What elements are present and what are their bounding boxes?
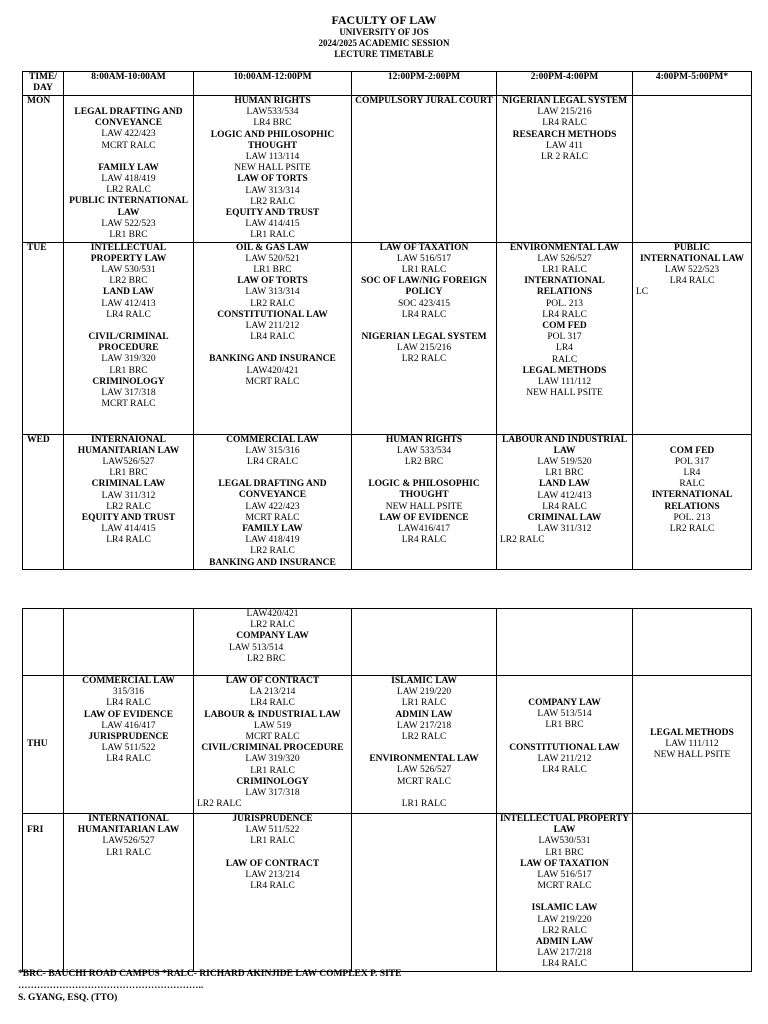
cell-mon-c1 [64,96,194,243]
course-detail: NEW HALL PSITE [526,388,603,399]
course-detail: LAW 519 [253,720,292,731]
cell-cont-day [23,609,64,676]
row-wed-continued [23,609,752,676]
course-detail: LR4 RALC [250,698,295,709]
course-detail: LR4 RALC [542,118,587,129]
course-title: ENVIRONMENTAL LAW [509,242,620,253]
course-detail: LAW 317/318 [245,788,300,799]
course-title: CONSTITUTIONAL LAW [217,309,328,320]
timetable-table-page1 [22,71,752,570]
course-detail: LR4 [683,468,701,479]
course-detail: LAW 315/316 [245,445,300,456]
course-detail: LAW 319/320 [245,754,300,765]
course-title: ENVIRONMENTAL LAW [369,754,479,765]
course-title: ISLAMIC LAW [531,903,598,914]
cell-cont-c1 [64,609,194,676]
timetable-table-page2 [22,608,752,972]
course-detail: POL 317 [547,332,582,343]
cell-thu-c1 [64,676,194,814]
course-title: CIVIL/CRIMINAL PROCEDURE [88,332,169,354]
cell-cont-c4 [497,609,633,676]
cell-wed-c1 [64,434,194,569]
course-detail: NEW HALL PSITE [234,163,311,174]
course-detail: LR2 RALC [401,354,447,365]
course-title: LAW OF TORTS [237,276,308,287]
course-detail: LAW526/527 [102,836,155,847]
course-detail: RALC [679,479,705,490]
course-detail: LA 213/214 [249,687,296,698]
course-title: ADMIN LAW [395,709,453,720]
course-detail: LR1 RALC [542,265,587,276]
course-detail: LR2 RALC [401,732,447,743]
course-title: BANKING AND INSURANCE [209,354,336,365]
course-title: ADMIN LAW [535,937,594,948]
footer [18,968,401,1004]
course-detail: LAW 530/531 [101,265,156,276]
course-title: LAW OF CONTRACT [225,676,320,686]
course-title: COMPANY LAW [236,631,309,642]
course-title: CIVIL/CRIMINAL PROCEDURE [201,743,344,754]
campus-legend: *BRC- BAUCHI ROAD CAMPUS *RALC- RICHARD AKINJIDE LAW COMPLEX P. SITE [18,969,402,979]
header-row [23,72,752,96]
course-title: RESEARCH METHODS [512,129,617,140]
cell-cont-c2 [194,609,352,676]
course-detail: LR2 RALC [250,298,295,309]
course-detail: LAW 211/212 [245,321,300,332]
cell-fri-c5 [633,814,752,972]
signature-line: ………………………………………………….. [18,981,204,991]
course-detail: LR1 BRC [545,720,584,731]
course-title: LAW OF TAXATION [520,858,609,869]
course-detail: LR4 RALC [542,765,587,776]
row-mon [23,96,752,243]
cell-spacer [195,343,350,354]
course-title: ISLAMIC LAW [391,676,457,686]
course-title: COMPANY LAW [528,698,601,708]
course-detail: MCRT RALC [245,512,300,523]
course-detail: LAW 111/112 [665,738,719,749]
course-detail: LR4 RALC [106,698,151,709]
course-detail: LAW 313/314 [245,287,300,298]
day-label-fri [23,814,64,972]
course-detail: LAW420/421 [246,365,299,376]
course-title: COMMERCIAL LAW [82,676,175,686]
cell-thu-c5 [633,676,752,814]
cell-spacer [498,687,631,698]
course-detail: LAW 311/312 [537,524,592,535]
course-title: FAMILY LAW [98,162,159,173]
course-title: CONSTITUTIONAL LAW [509,742,620,753]
course-title: INTELLECTUAL PROPERTY LAW [499,814,630,836]
course-detail: LR1 BRC [545,847,584,858]
course-detail: LR2 RALC [106,501,151,512]
course-detail: LAW 219/220 [537,914,592,925]
course-detail: NEW HALL PSITE [653,750,731,761]
course-title: INTERNATIONAL RELATIONS [524,276,605,298]
course-detail: LR4 RALC [669,276,715,287]
course-detail: LAW 519/520 [537,457,592,468]
course-title: INTERNATIONAL HUMANITARIAN LAW [77,814,180,836]
course-detail: LR4 CRALC [247,457,298,468]
course-detail: LR2 BRC [109,276,148,287]
course-detail: SOC 423/415 [398,298,450,309]
course-detail: LAW 317/318 [101,388,156,399]
course-detail: MCRT RALC [537,881,592,892]
cell-spacer [353,788,495,799]
course-title: EQUITY AND TRUST [225,208,320,219]
course-detail: LR1 RALC [401,698,447,709]
course-detail: LR1 RALC [401,798,447,809]
course-detail: LR2 BRC [247,653,286,664]
course-title: COM FED [669,445,715,456]
course-detail: LAW 422/423 [245,501,300,512]
course-detail: LR2 RALC [250,196,295,207]
course-detail: LR4 RALC [250,332,295,343]
cell-fri-c1 [64,814,194,972]
cell-mon-c2 [194,96,352,243]
course-title: LAW OF CONTRACT [225,858,320,869]
course-detail: MCRT RALC [101,140,156,151]
course-title: CRIMINOLOGY [92,376,165,387]
cell-thu-c4 [497,676,633,814]
cell-thu-c3 [352,676,497,814]
course-detail: LR4 RALC [401,309,447,320]
cell-tue-c4 [497,242,633,434]
course-title: LEGAL DRAFTING AND CONVEYANCE [74,107,183,129]
course-detail: LR2 RALC [500,535,545,546]
row-wed [23,434,752,569]
signatory-name: S. GYANG, ESQ. (TTO) [18,993,118,1003]
course-title: LAND LAW [539,479,590,490]
cell-cont-c5 [633,609,752,676]
row-fri [23,814,752,972]
course-detail: LR1 RALC [106,847,151,858]
course-detail: LR1 BRC [109,365,148,376]
course-title: COMPULSORY JURAL COURT [355,96,493,106]
course-detail: LAW 111/112 [537,377,592,388]
course-detail: LAW 511/522 [101,743,156,754]
course-detail: LAW 219/220 [396,687,452,698]
course-title: CRIMINOLOGY [236,776,309,787]
course-detail: LAW416/417 [397,524,450,535]
course-detail: LR1 BRC [253,265,292,276]
cell-spacer [195,848,350,859]
course-title: COM FED [542,321,587,332]
course-detail: LAW 520/521 [245,253,300,264]
course-title: PUBLIC INTERNATIONAL LAW [69,196,188,218]
course-detail: LR4 BRC [253,118,292,129]
cell-wed-c4 [497,434,633,569]
course-detail: LAW526/527 [102,457,155,468]
course-detail: LR1 BRC [109,230,148,241]
course-detail: LAW 319/320 [101,354,156,365]
course-detail: LAW 211/212 [537,753,592,764]
cell-spacer [498,732,631,743]
course-detail: LR2 RALC [250,546,295,557]
col-header-4pm: 4:00PM-5:00PM* [633,72,752,96]
course-detail: LAW 511/522 [245,825,300,836]
cell-wed-c2 [194,434,352,569]
day-label-thu: THU [23,676,64,814]
cell-wed-c5 [633,434,752,569]
course-detail: LR1 RALC [401,265,447,276]
course-detail: POL. 213 [546,298,583,309]
course-title: LABOUR & INDUSTRIAL LAW [204,709,341,720]
course-detail: LAW 416/417 [101,720,156,731]
course-title: NIGERIAN LEGAL SYSTEM [361,332,487,343]
course-title: EQUITY AND TRUST [81,513,176,524]
course-detail: POL 317 [674,456,710,467]
course-detail: LAW 313/314 [245,185,300,196]
course-detail: LR4 RALC [106,309,151,320]
course-detail: LAW 411 [546,140,583,151]
course-detail: LAW 412/413 [101,298,156,309]
course-title: PUBLIC INTERNATIONAL LAW [639,242,745,264]
day-label-fri-text: FRI [27,825,44,835]
course-detail: MCRT RALC [101,399,156,410]
cell-fri-c2 [194,814,352,972]
col-header-2pm: 2:00PM-4:00PM [497,72,633,96]
course-title: LAW OF TORTS [237,174,308,185]
course-detail: LR 2 RALC [541,152,588,163]
course-detail: NEW HALL PSITE [385,501,463,512]
course-detail: LAW530/531 [538,836,591,847]
course-title: HUMAN RIGHTS [234,96,311,106]
course-detail: MCRT RALC [245,732,300,743]
course-title: INTELLECTUAL PROPERTY LAW [90,242,167,264]
course-title: LABOUR AND INDUSTRIAL LAW [501,434,628,456]
course-detail: LAW420/421 [246,609,299,619]
cell-cont-c3 [352,609,497,676]
cell-spacer [353,468,495,479]
course-title: BANKING AND INSURANCE [209,557,336,568]
col-header-8am: 8:00AM-10:00AM [64,72,194,96]
cell-spacer [65,152,192,163]
course-detail: LR1 RALC [250,765,295,776]
course-detail: LAW 215/216 [396,343,452,354]
course-title: LOGIC & PHILOSOPHIC THOUGHT [368,479,480,501]
course-detail: LAW 215/216 [537,107,592,118]
course-detail: LR2 RALC [106,185,151,196]
col-header-12pm: 12:00PM-2:00PM [352,72,497,96]
course-title: SOC OF LAW/NIG FOREIGN POLICY [360,276,488,298]
cell-tue-c3 [352,242,497,434]
course-detail: LAW 516/517 [396,253,452,264]
course-detail: LR4 RALC [401,535,447,546]
course-detail: LAW 513/514 [229,642,284,653]
cell-mon-c3 [352,96,497,243]
cell-spacer [353,743,495,754]
course-detail: LR4 RALC [542,959,587,970]
course-detail: LR1 RALC [250,836,295,847]
university-name: UNIVERSITY OF JOS [339,27,429,37]
course-detail: POL. 213 [673,512,711,523]
faculty-title: FACULTY OF LAW [331,13,437,27]
course-detail: LR4 RALC [106,754,151,765]
course-detail: LAW 213/214 [245,869,300,880]
course-title: LAND LAW [103,287,154,298]
course-title: LEGAL METHODS [522,365,607,376]
cell-tue-c2 [194,242,352,434]
day-label-tue: TUE [23,242,64,434]
course-detail: LC [636,287,649,298]
course-detail: LR2 RALC [197,799,242,810]
course-detail: LAW533/534 [246,107,299,118]
course-detail: LAW 526/527 [396,765,452,776]
cell-fri-c3 [352,814,497,972]
course-detail: RALC [551,354,578,365]
course-detail: LR4 [556,343,573,354]
cell-mon-c4 [497,96,633,243]
academic-session: 2024/2025 ACADEMIC SESSION [318,38,450,48]
day-label-mon: MON [23,96,64,243]
course-title: FAMILY LAW [242,524,303,535]
course-detail: LAW 311/312 [101,490,156,501]
col-header-time-day: TIME/ DAY [23,72,64,96]
timetable-subtitle: LECTURE TIMETABLE [334,49,434,59]
course-detail: LR4 RALC [542,501,587,512]
col-header-10am: 10:00AM-12:00PM [194,72,352,96]
course-detail: LAW 217/218 [396,720,452,731]
cell-spacer [195,468,350,479]
course-title: LAW OF EVIDENCE [379,512,469,523]
course-detail: LAW 414/415 [101,524,156,535]
course-title: LOGIC AND PHILOSOPHIC THOUGHT [210,129,335,151]
cell-spacer [498,676,631,687]
course-detail: LAW 522/523 [664,265,720,276]
course-detail: LAW 418/419 [101,174,156,185]
course-detail: LAW 513/514 [537,709,592,720]
course-detail: LR2 RALC [250,620,295,631]
course-detail: LR2 RALC [542,925,587,936]
course-detail: LAW 418/419 [245,535,300,546]
course-detail: LAW 113/114 [245,152,300,163]
course-title: OIL & GAS LAW [235,242,310,253]
course-detail: LAW 526/527 [537,253,592,264]
timetable-header [0,14,768,60]
cell-spacer [634,435,750,446]
course-detail: MCRT RALC [245,376,300,387]
course-detail: LAW 217/218 [537,948,592,959]
course-detail: LR2 RALC [669,524,715,535]
course-title: INTERNATIONAL RELATIONS [651,490,733,512]
cell-tue-c1 [64,242,194,434]
course-title: INTERNAIONAL HUMANITARIAN LAW [77,434,180,456]
course-detail: MCRT RALC [397,776,451,787]
course-title: LAW OF EVIDENCE [83,709,174,720]
course-detail: LR1 BRC [109,468,148,479]
course-title: JURISPRUDENCE [88,732,169,743]
day-label-wed: WED [23,434,64,569]
cell-fri-c4 [497,814,633,972]
course-title: CRIMINAL LAW [527,513,602,524]
row-thu [23,676,752,814]
course-detail: LAW 422/423 [101,129,156,140]
course-detail: LAW 414/415 [245,219,300,230]
course-title: COMMERCIAL LAW [226,434,319,445]
course-title: LEGAL DRAFTING AND CONVEYANCE [218,479,327,501]
cell-tue-c5 [633,242,752,434]
course-title: LAW OF TAXATION [379,242,469,253]
course-detail: 315/316 [112,687,145,698]
course-detail: LAW 412/413 [537,490,592,501]
course-detail: LAW 533/534 [396,445,452,456]
course-detail: LAW 516/517 [537,870,592,881]
course-title: JURISPRUDENCE [232,814,313,824]
cell-thu-c2 [194,676,352,814]
course-title: CRIMINAL LAW [91,479,166,490]
cell-spacer [353,321,495,332]
course-title: HUMAN RIGHTS [385,434,463,445]
course-detail: LR4 RALC [106,535,151,546]
course-detail: LR1 BRC [545,468,584,479]
cell-spacer [65,96,192,107]
course-detail: LR2 BRC [404,457,444,468]
course-detail: LR4 RALC [542,309,587,320]
course-title: LEGAL METHODS [650,727,734,738]
cell-wed-c3 [352,434,497,569]
course-detail: LAW 522/523 [101,218,156,229]
cell-spacer [65,321,192,332]
course-detail: LR4 RALC [250,881,295,892]
cell-mon-c5 [633,96,752,243]
course-detail: LR1 RALC [250,230,295,241]
cell-spacer [498,892,631,903]
row-tue [23,242,752,434]
course-title: NIGERIAN LEGAL SYSTEM [501,96,628,106]
